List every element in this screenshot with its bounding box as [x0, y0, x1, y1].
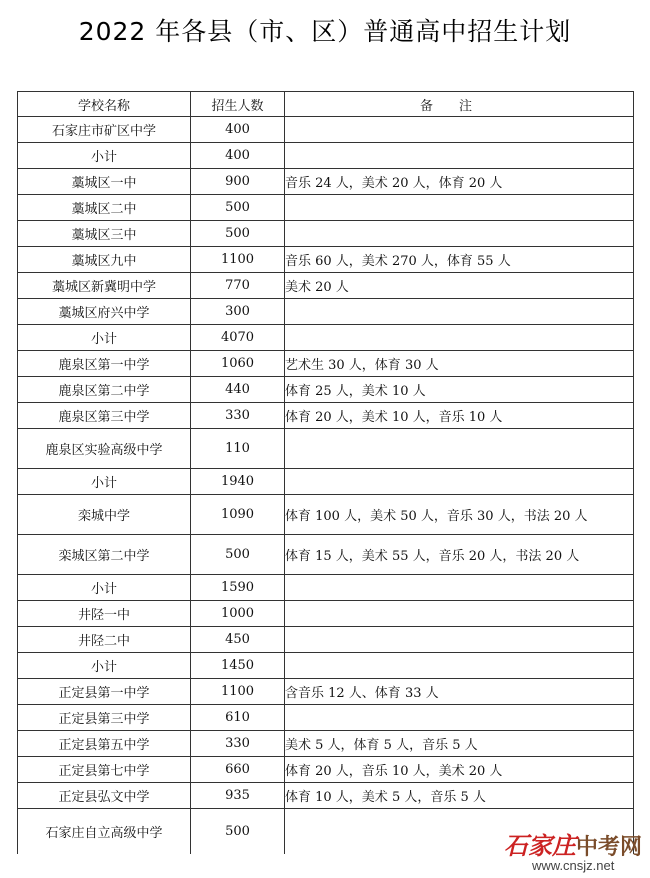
- count-cell: 110: [191, 429, 285, 469]
- school-cell: 正定县第七中学: [18, 757, 191, 783]
- school-cell: 鹿泉区第二中学: [18, 377, 191, 403]
- table-row: [18, 403, 634, 429]
- school-cell: 小计: [18, 143, 191, 169]
- table-row: [18, 117, 634, 143]
- count-cell: 935: [191, 783, 285, 809]
- table-row: [18, 575, 634, 601]
- note-cell: 体育 15 人，美术 55 人，音乐 20 人，书法 20 人: [285, 535, 634, 575]
- enrollment-table: [17, 91, 634, 854]
- table-row: [18, 469, 634, 495]
- school-cell: 鹿泉区第一中学: [18, 351, 191, 377]
- school-cell: 小计: [18, 325, 191, 351]
- count-cell: 400: [191, 143, 285, 169]
- count-cell: 1100: [191, 679, 285, 705]
- table-row: [18, 731, 634, 757]
- header-school: 学校名称: [18, 92, 191, 117]
- header-note: 备注: [285, 92, 634, 117]
- watermark-logo: [500, 826, 650, 878]
- note-cell: 体育 10 人，美术 5 人，音乐 5 人: [285, 783, 634, 809]
- page-title: 2022 年各县（市、区）普通高中招生计划: [78, 17, 572, 46]
- note-cell: 含音乐 12 人、体育 33 人: [285, 679, 634, 705]
- table-row: [18, 221, 634, 247]
- table-row: [18, 535, 634, 575]
- school-cell: 栾城中学: [18, 495, 191, 535]
- note-cell: 体育 25 人，美术 10 人: [285, 377, 634, 403]
- note-cell: 艺术生 30 人，体育 30 人: [285, 351, 634, 377]
- note-cell: 体育 100 人，美术 50 人，音乐 30 人，书法 20 人: [285, 495, 634, 535]
- school-cell: 小计: [18, 575, 191, 601]
- school-cell: 正定县弘文中学: [18, 783, 191, 809]
- note-cell: 音乐 60 人，美术 270 人，体育 55 人: [285, 247, 634, 273]
- note-cell: 美术 5 人，体育 5 人，音乐 5 人: [285, 731, 634, 757]
- count-cell: 1450: [191, 653, 285, 679]
- table-body: [18, 117, 634, 855]
- table-row: [18, 247, 634, 273]
- note-cell: [285, 429, 634, 469]
- table-row: [18, 273, 634, 299]
- watermark-brand: 石家庄中考网: [504, 831, 643, 860]
- count-cell: 1940: [191, 469, 285, 495]
- table-row: [18, 377, 634, 403]
- school-cell: 藁城区三中: [18, 221, 191, 247]
- note-cell: 美术 20 人: [285, 273, 634, 299]
- note-cell: [285, 575, 634, 601]
- note-cell: [285, 221, 634, 247]
- school-cell: 鹿泉区实验高级中学: [18, 429, 191, 469]
- table-row: [18, 195, 634, 221]
- count-cell: 500: [191, 809, 285, 855]
- note-cell: [285, 325, 634, 351]
- count-cell: 1590: [191, 575, 285, 601]
- school-cell: 石家庄市矿区中学: [18, 117, 191, 143]
- count-cell: 4070: [191, 325, 285, 351]
- table-header-row: [18, 92, 634, 117]
- table-row: [18, 495, 634, 535]
- school-cell: 藁城区新冀明中学: [18, 273, 191, 299]
- note-cell: [285, 195, 634, 221]
- watermark-url: www.cnsjz.net: [532, 858, 615, 873]
- table-row: [18, 627, 634, 653]
- table-row: [18, 705, 634, 731]
- school-cell: 鹿泉区第三中学: [18, 403, 191, 429]
- header-count: 招生人数: [191, 92, 285, 117]
- school-cell: 栾城区第二中学: [18, 535, 191, 575]
- note-cell: [285, 627, 634, 653]
- table-row: [18, 143, 634, 169]
- count-cell: 440: [191, 377, 285, 403]
- table-row: [18, 169, 634, 195]
- note-cell: [285, 299, 634, 325]
- school-cell: 井陉一中: [18, 601, 191, 627]
- note-cell: [285, 117, 634, 143]
- school-cell: 正定县第一中学: [18, 679, 191, 705]
- note-cell: 体育 20 人，音乐 10 人，美术 20 人: [285, 757, 634, 783]
- note-cell: [285, 143, 634, 169]
- table-row: [18, 653, 634, 679]
- table-row: [18, 299, 634, 325]
- count-cell: 400: [191, 117, 285, 143]
- note-cell: [285, 469, 634, 495]
- count-cell: 450: [191, 627, 285, 653]
- table-row: [18, 325, 634, 351]
- table-row: [18, 351, 634, 377]
- school-cell: 藁城区一中: [18, 169, 191, 195]
- note-cell: 体育 20 人，美术 10 人，音乐 10 人: [285, 403, 634, 429]
- school-cell: 正定县第五中学: [18, 731, 191, 757]
- count-cell: 300: [191, 299, 285, 325]
- count-cell: 610: [191, 705, 285, 731]
- school-cell: 藁城区府兴中学: [18, 299, 191, 325]
- note-cell: [285, 601, 634, 627]
- note-cell: 音乐 24 人，美术 20 人，体育 20 人: [285, 169, 634, 195]
- count-cell: 330: [191, 731, 285, 757]
- table-row: [18, 679, 634, 705]
- school-cell: 石家庄自立高级中学: [18, 809, 191, 855]
- table-row: [18, 783, 634, 809]
- count-cell: 500: [191, 535, 285, 575]
- count-cell: 1000: [191, 601, 285, 627]
- school-cell: 小计: [18, 469, 191, 495]
- school-cell: 井陉二中: [18, 627, 191, 653]
- count-cell: 900: [191, 169, 285, 195]
- school-cell: 正定县第三中学: [18, 705, 191, 731]
- note-cell: [285, 705, 634, 731]
- count-cell: 770: [191, 273, 285, 299]
- school-cell: 藁城区二中: [18, 195, 191, 221]
- count-cell: 1100: [191, 247, 285, 273]
- school-cell: 藁城区九中: [18, 247, 191, 273]
- count-cell: 500: [191, 221, 285, 247]
- table-row: [18, 429, 634, 469]
- table-row: [18, 757, 634, 783]
- count-cell: 500: [191, 195, 285, 221]
- table-row: [18, 601, 634, 627]
- count-cell: 660: [191, 757, 285, 783]
- count-cell: 1090: [191, 495, 285, 535]
- count-cell: 1060: [191, 351, 285, 377]
- count-cell: 330: [191, 403, 285, 429]
- note-cell: [285, 653, 634, 679]
- school-cell: 小计: [18, 653, 191, 679]
